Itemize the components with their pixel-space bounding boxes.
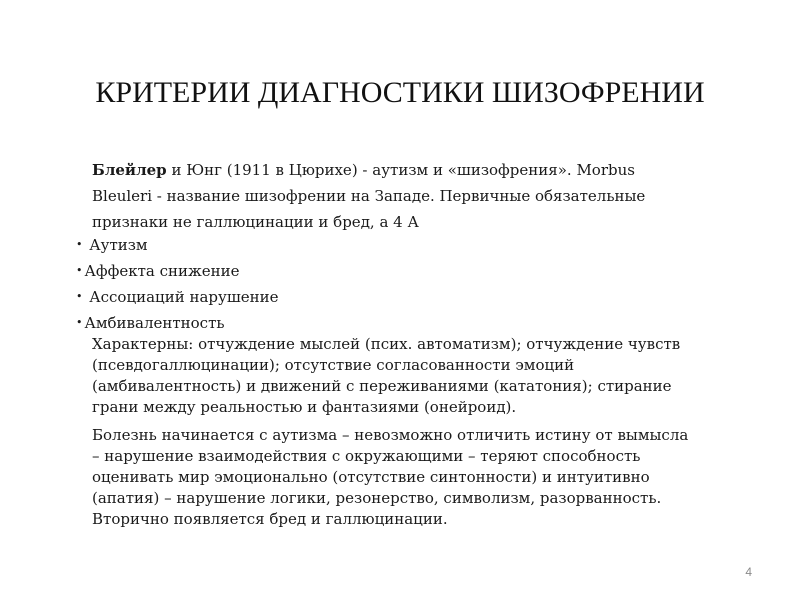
slide-title: КРИТЕРИИ ДИАГНОСТИКИ ШИЗОФРЕНИИ [95,76,705,109]
bullet-text: Аутизм [84,236,148,254]
paragraph-characteristics: Характерны: отчуждение мыслей (псих. автоматизм); отчуждение чувств (псевдогаллюцинации); отсутствие согласованности эмоций (амбивалентность) и движений с переживаниями (кататония); стирание грани между реальностью и фантазиями (онейроид). [92,335,681,416]
bullet-item [76,232,279,258]
bullet-text: Ассоциаций нарушение [84,288,279,306]
intro-text [92,157,692,235]
bullet-icon: • [76,316,83,329]
intro-line-1 [92,157,692,183]
bullet-icon: • [76,290,83,303]
intro-line-3: признаки не галлюцинации и бред, а 4 А [92,213,419,231]
intro-line-2: Bleuleri - название шизофрении на Западе. Первичные обязательные [92,187,646,205]
bullet-icon: • [76,238,83,251]
page-number: 4 [745,565,752,579]
bullet-item [76,284,279,310]
bullet-icon: • [76,264,83,277]
bullet-text: Амбивалентность [84,314,225,332]
bullet-item [76,258,279,284]
intro-bold-name: Блейлер [92,161,167,179]
intro-line-1-rest: и Юнг (1911 в Цюрихе) - аутизм и «шизофрения». Morbus [166,161,635,179]
bullet-item [76,310,279,336]
bullet-text: Аффекта снижение [84,262,240,280]
paragraph-disease-course: Болезнь начинается с аутизма – невозможно отличить истину от вымысла – нарушение взаимодействия с окружающими – теряют способность оценивать мир эмоционально (отсутствие синтонности) и интуитивно (апатия) – нарушение логики, резонерство, символизм, разорванность. Вторично появляется бред и галлюцинации. [92,426,689,528]
bullet-list [76,232,279,336]
